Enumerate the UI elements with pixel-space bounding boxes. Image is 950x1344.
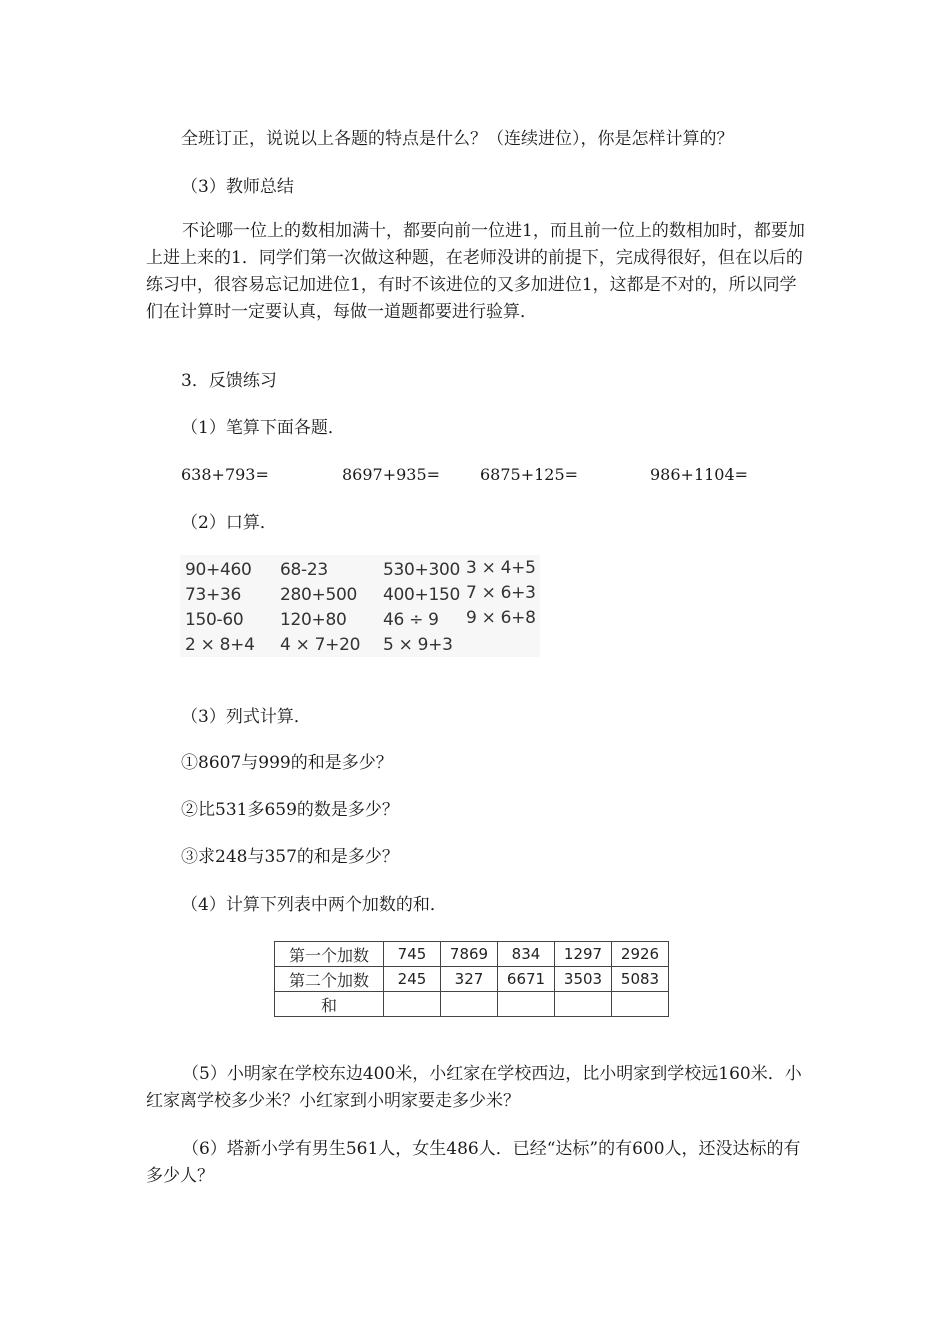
q5-paragraph: （5）小明家在学校东边400米，小红家在学校西边，比小明家到学校远160米．小红家离学校多少米？小红家到小明家要走多少米？ [146,1064,802,1111]
table-cell: 7869 [441,942,498,967]
table-cell [555,992,612,1017]
q6-paragraph: （6）塔新小学有男生561人，女生486人．已经“达标”的有600人，还没达标的有多少人？ [146,1139,801,1186]
oral-item: 9 × 6+8 [466,608,536,628]
oral-item: 400+150 [383,585,461,605]
q4-label: （4）计算下列表中两个加数的和． [181,895,447,915]
table-cell: 327 [441,967,498,992]
review-line: 全班订正，说说以上各题的特点是什么？（连续进位），你是怎样计算的？ [181,129,734,149]
written-expression: 986+1104= [650,465,749,484]
oral-item: 73+36 [185,585,242,605]
summary-paragraph: 不论哪一位上的数相加满十，都要向前一位进1，而且前一位上的数相加时，都要加上进上来的1．同学们第一次做这种题，在老师没讲的前提下，完成得很好，但在以后的练习中，很容易忘记加进位1，有时不该进位的又多加进位1，这都是不对的，所以同学们在计算时一定要认真，每做一道题都要进行验算． [146,221,805,322]
table-cell [498,992,555,1017]
oral-item: 3 × 4+5 [466,558,536,578]
oral-item: 280+500 [280,585,358,605]
q2-label: （2）口算． [181,513,277,533]
written-expression: 638+793= [181,465,269,484]
table-cell: 1297 [555,942,612,967]
addends-table [274,941,669,1017]
written-expression: 8697+935= [342,465,441,484]
q3-item: ③求248与357的和是多少？ [181,847,399,867]
summary-heading: （3）教师总结 [181,177,294,197]
table-cell: 745 [384,942,441,967]
oral-item: 90+460 [185,560,252,580]
table-cell [612,992,669,1017]
q3-label: （3）列式计算． [181,707,311,727]
q1-label: （1）笔算下面各题． [181,418,345,438]
oral-item: 120+80 [280,610,347,630]
row-header: 第一个加数 [275,942,384,967]
table-row [275,992,669,1017]
oral-item: 7 × 6+3 [466,583,536,603]
table-row [275,942,669,967]
section-title: 3．反馈练习 [181,371,277,391]
row-header: 和 [275,992,384,1017]
q3-item: ②比531多659的数是多少？ [181,800,399,820]
oral-item: 5 × 9+3 [383,635,453,655]
table-row [275,967,669,992]
table-cell [384,992,441,1017]
table-cell: 5083 [612,967,669,992]
row-header: 第二个加数 [275,967,384,992]
table-cell: 834 [498,942,555,967]
table-cell: 245 [384,967,441,992]
oral-item: 46 ÷ 9 [383,610,439,630]
table-cell: 2926 [612,942,669,967]
table-cell: 6671 [498,967,555,992]
oral-item: 150-60 [185,610,244,630]
table-cell: 3503 [555,967,612,992]
table-cell [441,992,498,1017]
q3-item: ①8607与999的和是多少？ [181,753,393,773]
oral-item: 2 × 8+4 [185,635,255,655]
written-expression: 6875+125= [480,465,579,484]
oral-item: 530+300 [383,560,461,580]
oral-item: 4 × 7+20 [280,635,361,655]
oral-item: 68-23 [280,560,328,580]
